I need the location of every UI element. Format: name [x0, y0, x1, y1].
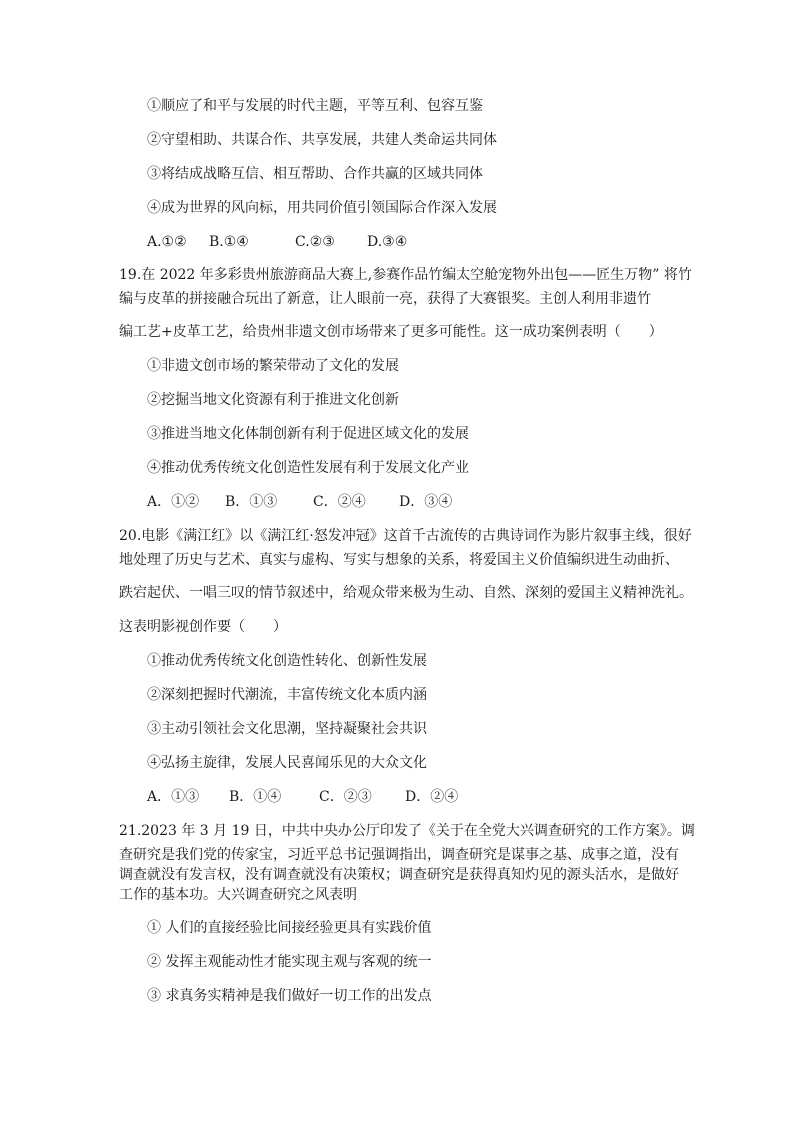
q20-choice-b: B．①④	[229, 789, 282, 805]
q18-option-1: ①顺应了和平与发展的时代主题，平等互利、包容互鉴	[147, 98, 483, 114]
q19-choice-b: B．①③	[225, 494, 278, 510]
q20-option-2: ②深刻把握时代潮流，丰富传统文化本质内涵	[147, 687, 427, 703]
q18-choices	[147, 233, 407, 251]
q18-choice-a: A.①②	[147, 234, 187, 250]
q19-stem-line-2: 编与皮革的拼接融合玩出了新意，让人眼前一亮，获得了大赛银奖。主创人利用非遗竹	[119, 291, 651, 307]
q19-choice-a: A．①②	[147, 494, 200, 510]
q21-stem-line-3: 调查就没有发言权，没有调查就没有决策权；调查研究是获得真知灼见的源头活水，是做好	[119, 867, 679, 883]
q20-option-3: ③主动引领社会文化思潮，坚持凝聚社会共识	[147, 721, 427, 737]
q20-choice-a: A．①③	[147, 789, 200, 805]
q19-choice-d: D．③④	[399, 494, 453, 510]
q20-option-4: ④弘扬主旋律，发展人民喜闻乐见的大众文化	[147, 755, 427, 771]
q19-option-3: ③推进当地文化体制创新有利于促进区域文化的发展	[147, 426, 469, 442]
q19-option-1: ①非遗文创市场的繁荣带动了文化的发展	[147, 358, 399, 374]
q18-choice-c: C.②③	[295, 234, 335, 250]
q18-option-3: ③将结成战略互信、相互帮助、合作共赢的区域共同体	[147, 166, 483, 182]
q21-option-2: ② 发挥主观能动性才能实现主观与客观的统一	[147, 954, 432, 970]
q18-option-4: ④成为世界的风向标，用共同价值引领国际合作深入发展	[147, 200, 497, 216]
q20-choice-c: C．②③	[319, 789, 372, 805]
q19-choice-c: C．②④	[313, 494, 366, 510]
q19-option-2: ②挖掘当地文化资源有利于推进文化创新	[147, 392, 399, 408]
q21-stem-line-4: 工作的基本功。大兴调查研究之风表明	[119, 887, 357, 903]
q20-option-1: ①推动优秀传统文化创造性转化、创新性发展	[147, 653, 427, 669]
q19-choices	[147, 493, 452, 511]
q20-stem-line-3: 跌宕起伏、一唱三叹的情节叙述中，给观众带来极为生动、自然、深刻的爱国主义精神洗礼。	[119, 585, 693, 601]
q21-stem-line-1: 21.2023 年 3 月 19 日，中共中央办公厅印发了《关于在全党大兴调查研究的工作方案》。调	[119, 823, 695, 839]
q18-choice-d: D.③④	[367, 234, 408, 250]
q20-choices	[147, 788, 458, 806]
q18-choice-b: B.①④	[209, 234, 249, 250]
q21-option-3: ③ 求真务实精神是我们做好一切工作的出发点	[147, 988, 432, 1004]
q21-option-1: ① 人们的直接经验比间接经验更具有实践价值	[147, 920, 432, 936]
q19-stem-line-1: 19.在 2022 年多彩贵州旅游商品大赛上,参赛作品竹编太空舱宠物外出包——匠生万物” 将竹	[119, 267, 692, 283]
q20-stem-line-2: 地处理了历史与艺术、真实与虚构、写实与想象的关系，将爱国主义价值编织进生动曲折、	[119, 552, 679, 568]
q20-choice-d: D．②④	[405, 789, 459, 805]
q20-stem-line-4: 这表明影视创作要（ ）	[119, 619, 287, 635]
q20-stem-line-1: 20.电影《满江红》以《满江红·怒发冲冠》这首千古流传的古典诗词作为影片叙事主线，很好	[119, 528, 692, 544]
q19-stem-line-3: 编工艺+皮革工艺，给贵州非遗文创市场带来了更多可能性。这一成功案例表明（ ）	[119, 324, 663, 340]
q19-option-4: ④推动优秀传统文化创造性发展有利于发展文化产业	[147, 460, 469, 476]
q21-stem-line-2: 查研究是我们党的传家宝，习近平总书记强调指出，调查研究是谋事之基、成事之道，没有	[119, 847, 679, 863]
q18-option-2: ②守望相助、共谋合作、共享发展，共建人类命运共同体	[147, 132, 497, 148]
